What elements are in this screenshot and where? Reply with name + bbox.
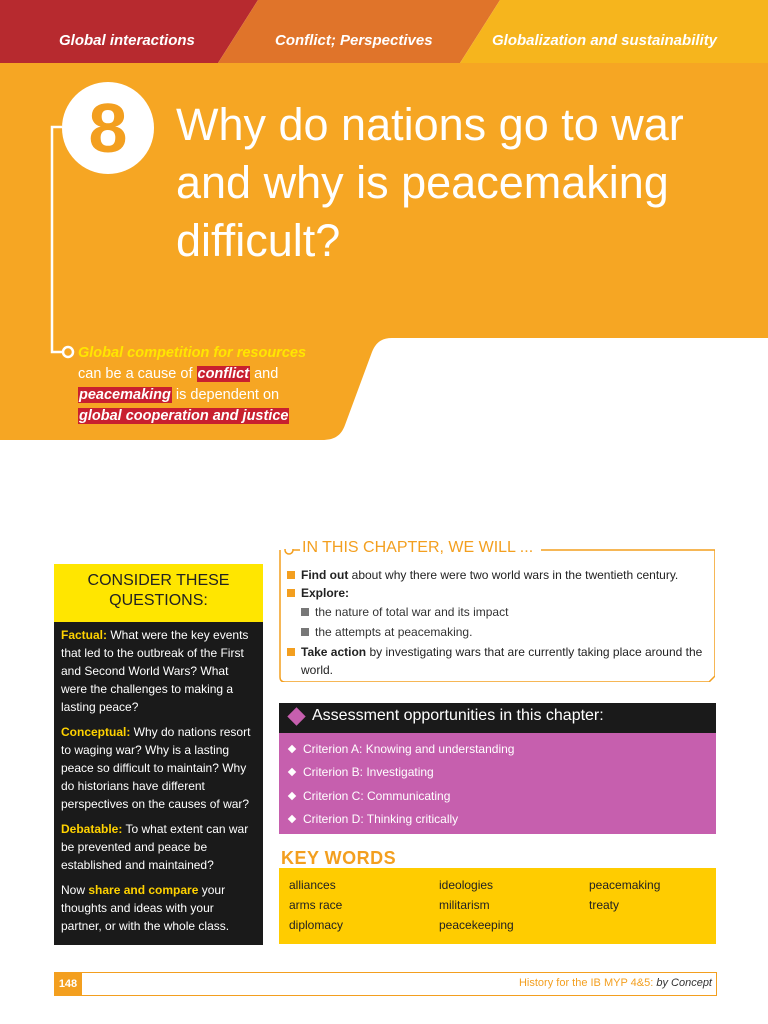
key-words-grid bbox=[289, 875, 709, 935]
key-word: peacekeeping bbox=[439, 918, 514, 932]
key-word: ideologies bbox=[439, 878, 494, 892]
conceptual-question bbox=[61, 723, 257, 813]
take-action-text: by investigating wars that are currently taking place around the world. bbox=[301, 645, 703, 677]
explore-item: the attempts at peacemaking. bbox=[315, 625, 473, 639]
debatable-question bbox=[61, 820, 257, 874]
criterion-label: Criterion D: Thinking critically bbox=[303, 811, 459, 826]
list-item bbox=[287, 787, 707, 810]
tab-conflict-perspectives: Conflict; Perspectives bbox=[275, 32, 433, 49]
questions-body bbox=[61, 626, 257, 942]
chapter-number: 8 bbox=[88, 89, 128, 167]
statement-of-inquiry bbox=[78, 343, 368, 427]
list-item bbox=[287, 810, 707, 833]
tab-globalization-sustainability: Globalization and sustainability bbox=[492, 32, 718, 49]
sub-list-item bbox=[287, 623, 707, 641]
statement-text: can be a cause of bbox=[78, 366, 197, 382]
chapter-title-line: and why is peacemaking bbox=[176, 157, 669, 208]
criterion-label: Criterion C: Communicating bbox=[303, 788, 451, 803]
key-word: arms race bbox=[289, 898, 343, 912]
factual-question bbox=[61, 626, 257, 716]
statement-text: is dependent on bbox=[171, 387, 280, 403]
statement-keyword: peacemaking bbox=[79, 387, 171, 403]
chapter-title-line: Why do nations go to war bbox=[176, 99, 684, 150]
key-word: diplomacy bbox=[289, 918, 344, 932]
list-item bbox=[287, 740, 707, 763]
book-title-suffix: by Concept bbox=[656, 977, 712, 989]
debatable-label: Debatable: bbox=[61, 822, 123, 836]
book-title-text: History for the IB MYP 4&5: bbox=[518, 977, 657, 989]
statement-keyword: global cooperation and justice bbox=[79, 408, 289, 424]
factual-label: Factual: bbox=[61, 628, 108, 642]
sub-list-item bbox=[287, 603, 707, 621]
find-out-text: about why there were two world wars in the twentieth century. bbox=[348, 568, 679, 582]
key-words-title: KEY WORDS bbox=[281, 848, 397, 868]
assessment-list bbox=[287, 740, 707, 833]
book-title bbox=[300, 977, 712, 989]
take-action-label: Take action bbox=[301, 645, 367, 659]
criterion-label: Criterion A: Knowing and understanding bbox=[303, 742, 515, 756]
key-word: alliances bbox=[289, 878, 336, 892]
share-label: share and compare bbox=[88, 883, 199, 897]
conceptual-text: Why do nations resort to waging war? Why is a lasting peace so difficult to maintain? Why do historians have different perspectives on the causes of war? bbox=[61, 725, 251, 811]
list-item bbox=[287, 566, 707, 584]
list-item bbox=[287, 763, 707, 786]
statement-keyword: conflict bbox=[197, 366, 250, 382]
statement-text: and bbox=[250, 366, 279, 382]
chapter-box-list bbox=[287, 566, 707, 679]
questions-heading-line: QUESTIONS: bbox=[109, 592, 208, 609]
questions-heading-line: CONSIDER THESE bbox=[87, 572, 230, 589]
key-word: militarism bbox=[439, 898, 490, 912]
chapter-title-line: difficult? bbox=[176, 215, 341, 266]
explore-label: Explore: bbox=[301, 586, 350, 600]
chapter-box-title: IN THIS CHAPTER, WE WILL ... bbox=[300, 539, 541, 557]
debatable-text: To what extent can war be prevented and peace be established and maintained? bbox=[61, 822, 249, 872]
share-compare bbox=[61, 881, 257, 935]
conceptual-label: Conceptual: bbox=[61, 725, 131, 739]
factual-text: What were the key events that led to the outbreak of the First and Second World Wars? What were the challenges to making a lasting peace? bbox=[61, 628, 249, 714]
criterion-label: Criterion B: Investigating bbox=[303, 765, 434, 780]
assessment-title: Assessment opportunities in this chapter: bbox=[312, 707, 604, 724]
key-word: peacemaking bbox=[589, 878, 661, 892]
key-word: treaty bbox=[589, 898, 620, 912]
find-out-label: Find out bbox=[301, 568, 349, 582]
explore-item: the nature of total war and its impact bbox=[315, 605, 509, 619]
share-text: Now bbox=[61, 883, 89, 897]
list-item bbox=[287, 643, 707, 679]
tab-global-interactions: Global interactions bbox=[59, 32, 195, 49]
list-item bbox=[287, 584, 707, 602]
chapter-title bbox=[176, 96, 746, 270]
page-number: 148 bbox=[54, 972, 82, 996]
questions-heading bbox=[54, 571, 263, 611]
share-text: your thoughts and ideas with your partner, or with the whole class. bbox=[61, 883, 230, 933]
statement-keyword: Global competition for resources bbox=[78, 345, 307, 361]
